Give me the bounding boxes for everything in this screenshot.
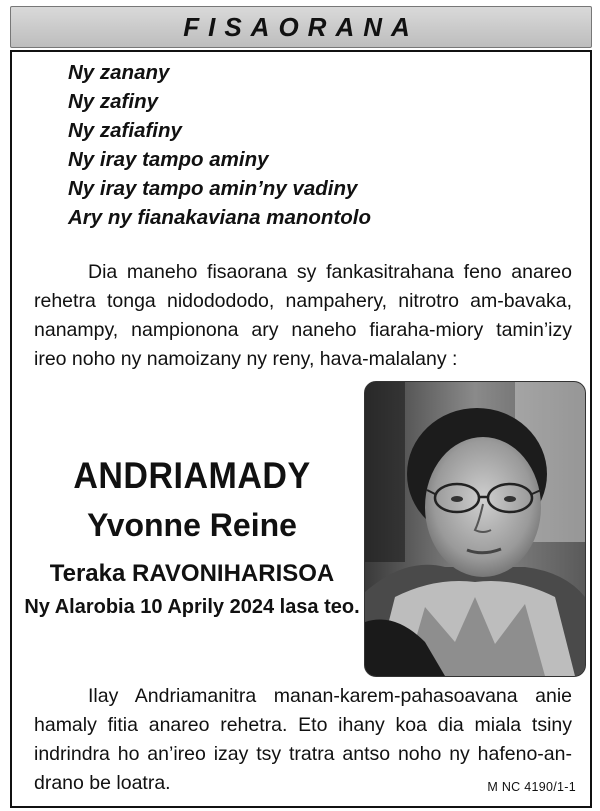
family-list-item: Ny zafiafiny (68, 119, 182, 142)
announcement-frame (10, 50, 592, 808)
deceased-spouse: Teraka RAVONIHARISOA (49, 560, 335, 587)
death-date: Ny Alarobia 10 Aprily 2024 lasa teo. (24, 596, 360, 618)
family-list-item: Ary ny fianakaviana manontolo (68, 206, 372, 229)
family-list-item: Ny zanany (68, 61, 170, 84)
family-list-item: Ny iray tampo amin’ny vadiny (68, 177, 358, 200)
page-title: FISAORANA (183, 11, 419, 42)
family-list (68, 58, 371, 232)
intro-paragraph: Dia maneho fisaorana sy fankasitrahana feno anareo rehetra tonga nidodododo, nampahery, nitrotro am-bavaka, nanampy, nampionona ary naneho fiaraha-miory tamin’izy ireo noho ny namoizany ny reny, hava-malalany : (34, 261, 572, 370)
family-list-item: Ny zafiny (68, 90, 158, 113)
portrait-photo (364, 381, 586, 677)
reference-code: M NC 4190/1-1 (487, 780, 576, 794)
header-bar (10, 6, 592, 48)
family-list-item: Ny iray tampo aminy (68, 148, 269, 171)
closing-paragraph: Ilay Andriamanitra manan-karem-pahasoavana anie hamaly fitia anareo rehetra. Eto ihany koa dia miala tsiny indrindra ho an’ireo izay tsy tratra antso noho ny hafeno-an-drano be loatra. (34, 685, 572, 794)
portrait-image (365, 382, 585, 676)
deceased-surname: ANDRIAMADY (73, 455, 311, 497)
deceased-given-names: Yvonne Reine (87, 507, 297, 543)
